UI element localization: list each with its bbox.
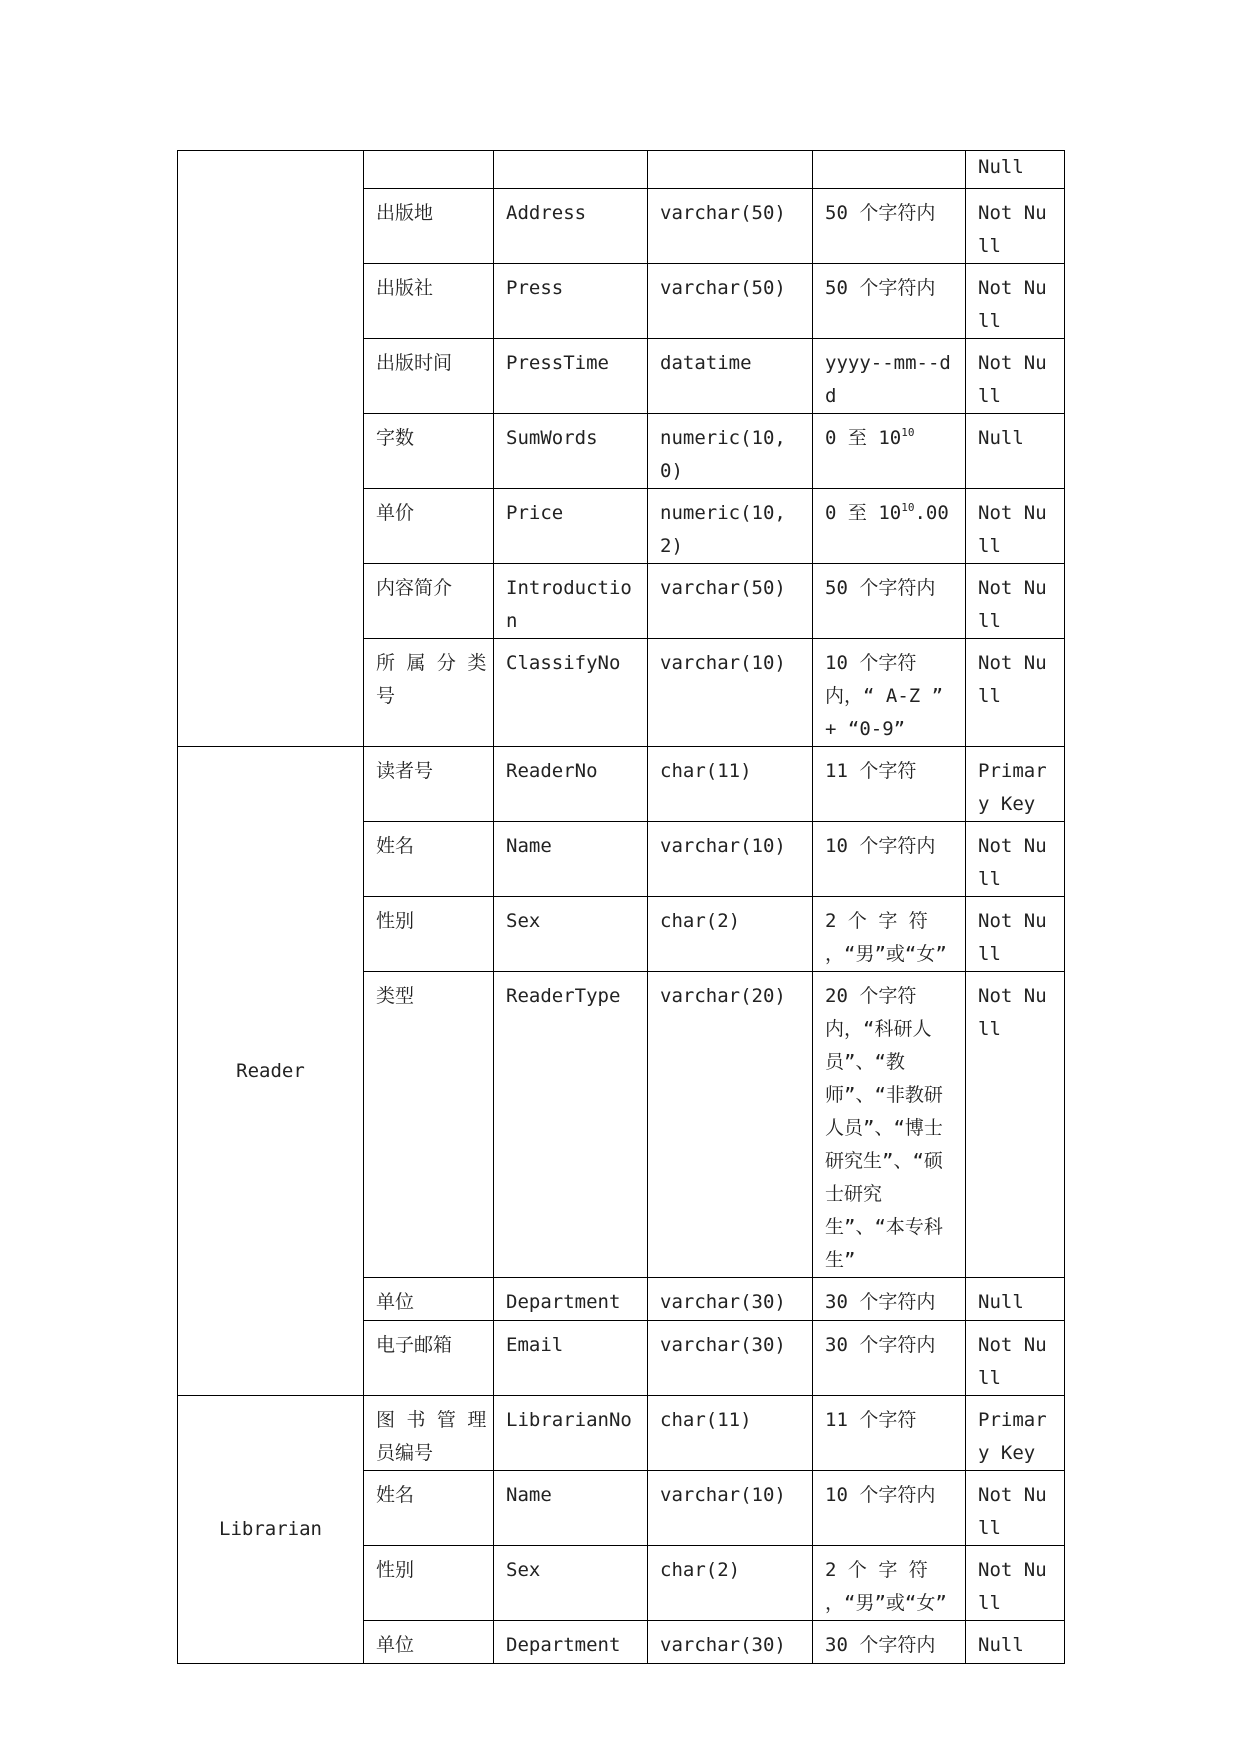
table-row (178, 1396, 1065, 1471)
field-constraint-cell: Primary Key (966, 1396, 1065, 1471)
field-type-cell: char(2) (648, 897, 813, 972)
range-exponent: 10 (901, 426, 915, 439)
field-en-cell: Address (494, 189, 648, 264)
schema-table (177, 150, 1065, 1664)
field-cn-cell: 电子邮箱 (364, 1321, 494, 1396)
field-type-cell: varchar(30) (648, 1278, 813, 1321)
field-en-cell: Name (494, 822, 648, 897)
field-constraint-cell: Not Null (966, 822, 1065, 897)
field-cn-cell: 性别 (364, 897, 494, 972)
field-en-cell: Price (494, 489, 648, 564)
field-constraint-cell: Primary Key (966, 747, 1065, 822)
field-constraint-cell: Null (966, 414, 1065, 489)
field-range-cell: 50 个字符内 (813, 264, 966, 339)
field-constraint-cell: Not Null (966, 1471, 1065, 1546)
field-range-cell: 2 个 字 符 ，“男”或“女” (813, 1546, 966, 1621)
field-range-cell: 50 个字符内 (813, 564, 966, 639)
field-cn-cell: 单位 (364, 1621, 494, 1664)
field-range-cell: 30 个字符内 (813, 1621, 966, 1664)
field-en-cell: SumWords (494, 414, 648, 489)
range-base: 0 至 10 (825, 427, 902, 449)
field-type-cell: datatime (648, 339, 813, 414)
field-range-cell: 20 个字符内，“科研人员”、“教师”、“非教研人员”、“博士研究生”、“硕士研究生”、“本专科生” (813, 972, 966, 1278)
field-type-cell: numeric(10,2) (648, 489, 813, 564)
field-range-cell (813, 151, 966, 189)
field-constraint-cell: Not Null (966, 489, 1065, 564)
field-en-cell: ReaderType (494, 972, 648, 1278)
field-en-cell: Name (494, 1471, 648, 1546)
field-type-cell (648, 151, 813, 189)
field-cn-cell: 姓名 (364, 1471, 494, 1546)
field-type-cell: char(11) (648, 1396, 813, 1471)
range-base: 0 至 10 (825, 502, 902, 524)
field-en-cell: LibrarianNo (494, 1396, 648, 1471)
field-cn-cell: 单价 (364, 489, 494, 564)
field-en-cell: Department (494, 1278, 648, 1321)
range-tail: .00 (914, 502, 949, 524)
field-constraint-cell: Not Null (966, 1321, 1065, 1396)
field-cn-cell: 内容简介 (364, 564, 494, 639)
field-cn-cell: 单位 (364, 1278, 494, 1321)
field-en-cell: PressTime (494, 339, 648, 414)
field-constraint-cell: Null (966, 151, 1065, 189)
field-range-cell (813, 489, 966, 564)
field-type-cell: varchar(10) (648, 822, 813, 897)
field-type-cell: numeric(10,0) (648, 414, 813, 489)
range-exponent: 10 (901, 501, 915, 514)
field-type-cell: varchar(10) (648, 639, 813, 747)
field-constraint-cell: Null (966, 1621, 1065, 1664)
field-type-cell: varchar(30) (648, 1621, 813, 1664)
field-cn-cell: 类型 (364, 972, 494, 1278)
field-cn-cell: 读者号 (364, 747, 494, 822)
field-cn-cell: 性别 (364, 1546, 494, 1621)
field-range-cell: 30 个字符内 (813, 1278, 966, 1321)
field-en-cell: Sex (494, 897, 648, 972)
field-type-cell: char(11) (648, 747, 813, 822)
field-constraint-cell: Not Null (966, 339, 1065, 414)
field-cn-cell (364, 151, 494, 189)
field-constraint-cell: Not Null (966, 264, 1065, 339)
field-en-cell: Introduction (494, 564, 648, 639)
field-en-cell: ReaderNo (494, 747, 648, 822)
table-name-cell: Reader (178, 747, 364, 1396)
field-constraint-cell: Not Null (966, 972, 1065, 1278)
field-cn-cell: 字数 (364, 414, 494, 489)
field-en-cell: Sex (494, 1546, 648, 1621)
field-range-cell: yyyy--mm--dd (813, 339, 966, 414)
field-constraint-cell: Not Null (966, 1546, 1065, 1621)
field-type-cell: varchar(50) (648, 189, 813, 264)
field-en-cell: Department (494, 1621, 648, 1664)
field-type-cell: varchar(30) (648, 1321, 813, 1396)
table-name-cell: Librarian (178, 1396, 364, 1664)
field-cn-cell: 出版社 (364, 264, 494, 339)
field-constraint-cell: Null (966, 1278, 1065, 1321)
field-range-cell: 30 个字符内 (813, 1321, 966, 1396)
field-cn-cell: 出版地 (364, 189, 494, 264)
field-cn-cell: 姓名 (364, 822, 494, 897)
field-range-cell: 10 个字符内，“ A-Z ” + “0-9” (813, 639, 966, 747)
field-type-cell: char(2) (648, 1546, 813, 1621)
field-range-cell: 10 个字符内 (813, 1471, 966, 1546)
field-type-cell: varchar(20) (648, 972, 813, 1278)
field-range-cell: 10 个字符内 (813, 822, 966, 897)
field-cn-cell: 图 书 管 理 员编号 (364, 1396, 494, 1471)
field-range-cell: 11 个字符 (813, 1396, 966, 1471)
field-en-cell: Press (494, 264, 648, 339)
field-type-cell: varchar(50) (648, 264, 813, 339)
field-cn-cell: 所 属 分 类 号 (364, 639, 494, 747)
field-constraint-cell: Not Null (966, 639, 1065, 747)
field-cn-cell: 出版时间 (364, 339, 494, 414)
field-en-cell: ClassifyNo (494, 639, 648, 747)
field-type-cell: varchar(10) (648, 1471, 813, 1546)
field-range-cell (813, 414, 966, 489)
table-name-cell (178, 151, 364, 747)
field-constraint-cell: Not Null (966, 897, 1065, 972)
field-en-cell: Email (494, 1321, 648, 1396)
field-constraint-cell: Not Null (966, 564, 1065, 639)
table-row (178, 151, 1065, 189)
field-range-cell: 11 个字符 (813, 747, 966, 822)
field-range-cell: 50 个字符内 (813, 189, 966, 264)
field-en-cell (494, 151, 648, 189)
field-type-cell: varchar(50) (648, 564, 813, 639)
field-constraint-cell: Not Null (966, 189, 1065, 264)
field-range-cell: 2 个 字 符 ，“男”或“女” (813, 897, 966, 972)
table-row (178, 747, 1065, 822)
